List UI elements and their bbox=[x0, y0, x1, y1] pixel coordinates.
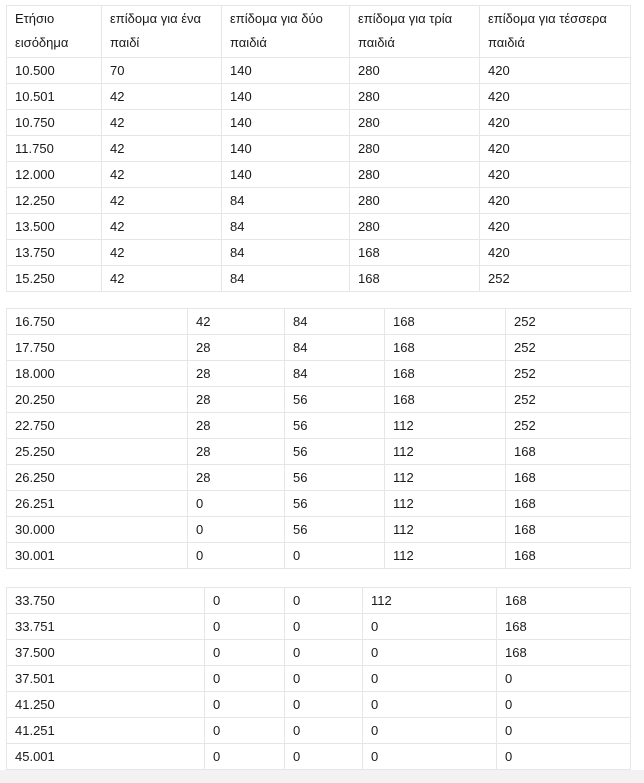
three-children-cell: 112 bbox=[385, 439, 506, 465]
income-cell: 41.251 bbox=[7, 718, 205, 744]
income-cell: 11.750 bbox=[7, 136, 102, 162]
table-row bbox=[7, 266, 631, 292]
four-children-cell: 420 bbox=[480, 188, 631, 214]
table-row bbox=[7, 387, 631, 413]
three-children-cell: 168 bbox=[385, 387, 506, 413]
two-children-cell: 56 bbox=[285, 387, 385, 413]
income-cell: 25.250 bbox=[7, 439, 188, 465]
header-four-children: επίδομα για τέσσερα παιδιά bbox=[480, 6, 631, 58]
three-children-cell: 168 bbox=[350, 266, 480, 292]
two-children-cell: 140 bbox=[222, 84, 350, 110]
income-cell: 26.250 bbox=[7, 465, 188, 491]
two-children-cell: 140 bbox=[222, 162, 350, 188]
one-child-cell: 0 bbox=[205, 744, 285, 770]
four-children-cell: 168 bbox=[506, 439, 631, 465]
one-child-cell: 28 bbox=[188, 465, 285, 491]
three-children-cell: 280 bbox=[350, 162, 480, 188]
two-children-cell: 140 bbox=[222, 110, 350, 136]
two-children-cell: 84 bbox=[285, 335, 385, 361]
two-children-cell: 0 bbox=[285, 640, 363, 666]
two-children-cell: 140 bbox=[222, 58, 350, 84]
income-cell: 41.250 bbox=[7, 692, 205, 718]
two-children-cell: 84 bbox=[222, 266, 350, 292]
four-children-cell: 168 bbox=[497, 640, 631, 666]
one-child-cell: 42 bbox=[102, 266, 222, 292]
three-children-cell: 0 bbox=[363, 744, 497, 770]
three-children-cell: 168 bbox=[350, 240, 480, 266]
two-children-cell: 84 bbox=[285, 361, 385, 387]
benefit-table-body bbox=[7, 309, 631, 569]
bottom-scroll-area bbox=[0, 770, 644, 783]
header-three-children: επίδομα για τρία παιδιά bbox=[350, 6, 480, 58]
table-row bbox=[7, 517, 631, 543]
four-children-cell: 0 bbox=[497, 718, 631, 744]
table-row bbox=[7, 214, 631, 240]
two-children-cell: 0 bbox=[285, 588, 363, 614]
two-children-cell: 140 bbox=[222, 136, 350, 162]
income-cell: 17.750 bbox=[7, 335, 188, 361]
three-children-cell: 168 bbox=[385, 361, 506, 387]
table-row bbox=[7, 718, 631, 744]
income-cell: 37.500 bbox=[7, 640, 205, 666]
three-children-cell: 112 bbox=[385, 517, 506, 543]
table-row bbox=[7, 491, 631, 517]
header-one-child: επίδομα για ένα παιδί bbox=[102, 6, 222, 58]
three-children-cell: 0 bbox=[363, 692, 497, 718]
three-children-cell: 112 bbox=[385, 491, 506, 517]
one-child-cell: 70 bbox=[102, 58, 222, 84]
three-children-cell: 112 bbox=[385, 465, 506, 491]
table-row bbox=[7, 335, 631, 361]
table-row bbox=[7, 162, 631, 188]
benefit-table-body bbox=[7, 588, 631, 770]
two-children-cell: 84 bbox=[222, 188, 350, 214]
four-children-cell: 420 bbox=[480, 58, 631, 84]
one-child-cell: 42 bbox=[188, 309, 285, 335]
three-children-cell: 280 bbox=[350, 110, 480, 136]
four-children-cell: 252 bbox=[480, 266, 631, 292]
income-cell: 18.000 bbox=[7, 361, 188, 387]
one-child-cell: 0 bbox=[205, 666, 285, 692]
two-children-cell: 0 bbox=[285, 666, 363, 692]
four-children-cell: 0 bbox=[497, 666, 631, 692]
benefit-table-1 bbox=[6, 5, 631, 292]
one-child-cell: 0 bbox=[205, 692, 285, 718]
three-children-cell: 280 bbox=[350, 136, 480, 162]
four-children-cell: 168 bbox=[506, 465, 631, 491]
one-child-cell: 0 bbox=[205, 718, 285, 744]
four-children-cell: 420 bbox=[480, 214, 631, 240]
one-child-cell: 0 bbox=[188, 543, 285, 569]
benefit-table-3 bbox=[6, 587, 631, 770]
four-children-cell: 0 bbox=[497, 692, 631, 718]
three-children-cell: 280 bbox=[350, 84, 480, 110]
four-children-cell: 168 bbox=[506, 491, 631, 517]
income-cell: 26.251 bbox=[7, 491, 188, 517]
two-children-cell: 56 bbox=[285, 491, 385, 517]
one-child-cell: 0 bbox=[205, 614, 285, 640]
income-cell: 30.000 bbox=[7, 517, 188, 543]
table-row bbox=[7, 588, 631, 614]
four-children-cell: 0 bbox=[497, 744, 631, 770]
header-row bbox=[7, 6, 631, 58]
table-row bbox=[7, 614, 631, 640]
four-children-cell: 420 bbox=[480, 136, 631, 162]
two-children-cell: 0 bbox=[285, 718, 363, 744]
one-child-cell: 42 bbox=[102, 188, 222, 214]
income-cell: 15.250 bbox=[7, 266, 102, 292]
income-cell: 12.250 bbox=[7, 188, 102, 214]
table-row bbox=[7, 465, 631, 491]
one-child-cell: 42 bbox=[102, 110, 222, 136]
table-row bbox=[7, 309, 631, 335]
table-row bbox=[7, 413, 631, 439]
one-child-cell: 28 bbox=[188, 439, 285, 465]
header-annual-income: Ετήσιο εισόδημα bbox=[7, 6, 102, 58]
one-child-cell: 0 bbox=[205, 640, 285, 666]
income-cell: 12.000 bbox=[7, 162, 102, 188]
four-children-cell: 252 bbox=[506, 361, 631, 387]
one-child-cell: 0 bbox=[188, 517, 285, 543]
one-child-cell: 28 bbox=[188, 387, 285, 413]
one-child-cell: 0 bbox=[188, 491, 285, 517]
benefit-table-2 bbox=[6, 308, 631, 569]
income-cell: 16.750 bbox=[7, 309, 188, 335]
three-children-cell: 112 bbox=[385, 413, 506, 439]
table-row bbox=[7, 744, 631, 770]
income-cell: 13.500 bbox=[7, 214, 102, 240]
three-children-cell: 0 bbox=[363, 614, 497, 640]
one-child-cell: 42 bbox=[102, 84, 222, 110]
table-row bbox=[7, 84, 631, 110]
three-children-cell: 280 bbox=[350, 58, 480, 84]
four-children-cell: 420 bbox=[480, 162, 631, 188]
table-row bbox=[7, 543, 631, 569]
three-children-cell: 0 bbox=[363, 640, 497, 666]
one-child-cell: 42 bbox=[102, 136, 222, 162]
four-children-cell: 420 bbox=[480, 240, 631, 266]
table-row bbox=[7, 640, 631, 666]
two-children-cell: 84 bbox=[285, 309, 385, 335]
table-row bbox=[7, 692, 631, 718]
table-row bbox=[7, 240, 631, 266]
income-cell: 22.750 bbox=[7, 413, 188, 439]
three-children-cell: 168 bbox=[385, 335, 506, 361]
income-cell: 10.750 bbox=[7, 110, 102, 136]
table-row bbox=[7, 110, 631, 136]
table-row bbox=[7, 136, 631, 162]
four-children-cell: 168 bbox=[497, 588, 631, 614]
one-child-cell: 28 bbox=[188, 413, 285, 439]
three-children-cell: 0 bbox=[363, 718, 497, 744]
one-child-cell: 0 bbox=[205, 588, 285, 614]
income-cell: 33.751 bbox=[7, 614, 205, 640]
table-row bbox=[7, 58, 631, 84]
one-child-cell: 42 bbox=[102, 162, 222, 188]
two-children-cell: 84 bbox=[222, 240, 350, 266]
one-child-cell: 28 bbox=[188, 361, 285, 387]
three-children-cell: 112 bbox=[363, 588, 497, 614]
two-children-cell: 56 bbox=[285, 465, 385, 491]
income-cell: 20.250 bbox=[7, 387, 188, 413]
one-child-cell: 28 bbox=[188, 335, 285, 361]
one-child-cell: 42 bbox=[102, 240, 222, 266]
income-cell: 30.001 bbox=[7, 543, 188, 569]
income-cell: 33.750 bbox=[7, 588, 205, 614]
benefit-table-body bbox=[7, 6, 631, 292]
income-cell: 10.501 bbox=[7, 84, 102, 110]
table-row bbox=[7, 361, 631, 387]
income-cell: 45.001 bbox=[7, 744, 205, 770]
two-children-cell: 0 bbox=[285, 744, 363, 770]
income-cell: 10.500 bbox=[7, 58, 102, 84]
four-children-cell: 168 bbox=[506, 517, 631, 543]
header-two-children: επίδομα για δύο παιδιά bbox=[222, 6, 350, 58]
one-child-cell: 42 bbox=[102, 214, 222, 240]
four-children-cell: 252 bbox=[506, 387, 631, 413]
two-children-cell: 56 bbox=[285, 413, 385, 439]
four-children-cell: 420 bbox=[480, 84, 631, 110]
two-children-cell: 0 bbox=[285, 543, 385, 569]
three-children-cell: 168 bbox=[385, 309, 506, 335]
three-children-cell: 112 bbox=[385, 543, 506, 569]
income-cell: 13.750 bbox=[7, 240, 102, 266]
two-children-cell: 0 bbox=[285, 692, 363, 718]
table-row bbox=[7, 666, 631, 692]
table-row bbox=[7, 439, 631, 465]
income-cell: 37.501 bbox=[7, 666, 205, 692]
two-children-cell: 56 bbox=[285, 517, 385, 543]
two-children-cell: 84 bbox=[222, 214, 350, 240]
three-children-cell: 280 bbox=[350, 188, 480, 214]
four-children-cell: 252 bbox=[506, 335, 631, 361]
four-children-cell: 252 bbox=[506, 413, 631, 439]
four-children-cell: 252 bbox=[506, 309, 631, 335]
two-children-cell: 0 bbox=[285, 614, 363, 640]
three-children-cell: 280 bbox=[350, 214, 480, 240]
four-children-cell: 420 bbox=[480, 110, 631, 136]
two-children-cell: 56 bbox=[285, 439, 385, 465]
three-children-cell: 0 bbox=[363, 666, 497, 692]
four-children-cell: 168 bbox=[506, 543, 631, 569]
four-children-cell: 168 bbox=[497, 614, 631, 640]
table-row bbox=[7, 188, 631, 214]
